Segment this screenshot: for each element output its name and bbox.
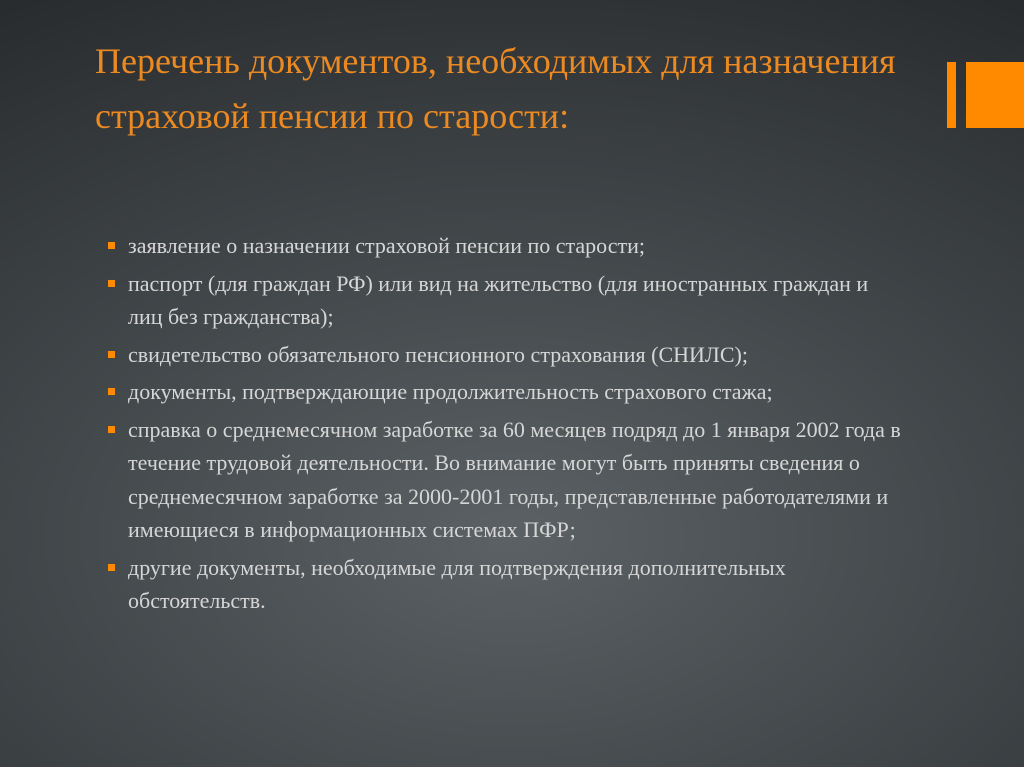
square-bullet-icon: [108, 388, 115, 395]
accent-bar-thick: [966, 62, 1024, 128]
list-item: [104, 375, 904, 409]
accent-bar-thin: [947, 62, 956, 128]
square-bullet-icon: [108, 242, 115, 249]
list-item-text: документы, подтверждающие продолжительность страхового стажа;: [128, 379, 773, 404]
square-bullet-icon: [108, 280, 115, 287]
list-item: [104, 338, 904, 372]
document-list: [104, 229, 904, 622]
list-item: [104, 267, 904, 334]
list-item: [104, 229, 904, 263]
list-item: [104, 551, 904, 618]
list-item-text: заявление о назначении страховой пенсии по старости;: [128, 233, 645, 258]
slide-title: Перечень документов, необходимых для назначения страховой пенсии по старости:: [95, 41, 896, 136]
list-item-text: свидетельство обязательного пенсионного страхования (СНИЛС);: [128, 341, 748, 367]
list-item-text: другие документы, необходимые для подтверждения дополнительных обстоятельств.: [128, 554, 786, 613]
list-item-text: справка о среднемесячном заработке за 60 месяцев подряд до 1 января 2002 года в течение трудовой деятельности. Во внимание могут быть приняты сведения о среднемесячном заработке за 2000-2001 годы, представленные работодателями и имеющиеся в информационных системах ПФР;: [128, 416, 901, 542]
square-bullet-icon: [108, 564, 115, 571]
list-item: [104, 413, 904, 547]
list-item-text: паспорт (для граждан РФ) или вид на жительство (для иностранных граждан и лиц без гражданства);: [128, 270, 869, 329]
square-bullet-icon: [108, 351, 115, 358]
square-bullet-icon: [108, 426, 115, 433]
